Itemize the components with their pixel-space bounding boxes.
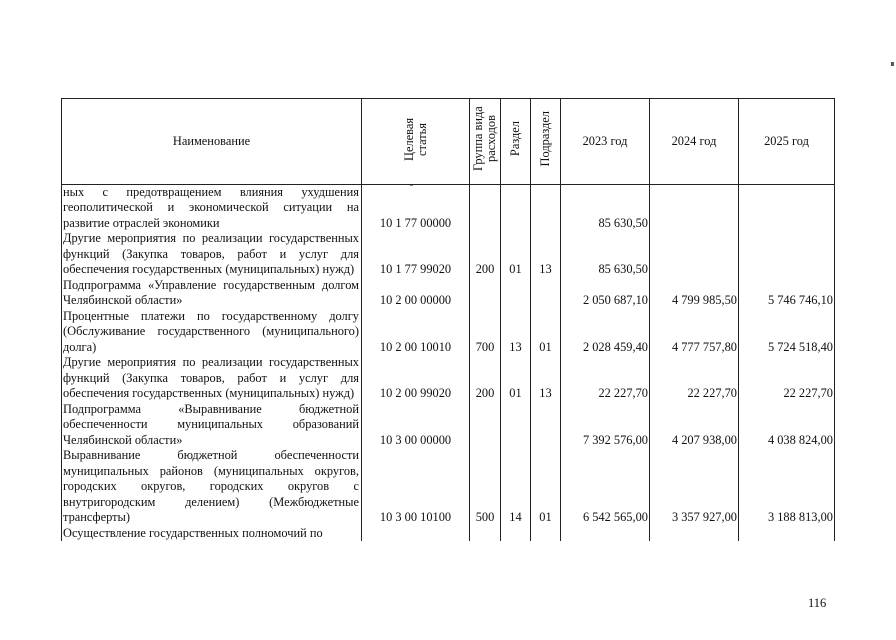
row-amount-2023 xyxy=(561,526,650,542)
row-subsection xyxy=(531,402,561,449)
table-row xyxy=(62,184,835,231)
row-amount-2023: 7 392 576,00 xyxy=(561,402,650,449)
row-amount-2024: 4 799 985,50 xyxy=(650,278,739,309)
row-subsection: 01 xyxy=(531,448,561,526)
row-amount-2025 xyxy=(739,231,835,278)
row-target-article: 10 1 77 00000 xyxy=(362,184,470,231)
table-body xyxy=(62,184,835,541)
row-amount-2024 xyxy=(650,231,739,278)
row-subsection xyxy=(531,184,561,231)
page-number: 116 xyxy=(808,596,827,610)
table-header-row xyxy=(62,99,835,185)
row-name: Выравнивание бюджетной обеспеченности муниципальных районов (муниципальных округов, городских округов, городских округов с внутригородским делением) (Межбюджетные трансферты) xyxy=(62,448,362,526)
row-amount-2025: 5 746 746,10 xyxy=(739,278,835,309)
row-amount-2025 xyxy=(739,184,835,231)
row-target-article: 10 3 00 00000 xyxy=(362,402,470,449)
row-expense-group: 700 xyxy=(470,309,501,356)
row-section: 14 xyxy=(501,448,531,526)
table-row xyxy=(62,309,835,356)
row-amount-2025: 22 227,70 xyxy=(739,355,835,402)
row-expense-group xyxy=(470,184,501,231)
row-section: 01 xyxy=(501,355,531,402)
table-row xyxy=(62,355,835,402)
row-subsection: 01 xyxy=(531,309,561,356)
row-amount-2023: 2 028 459,40 xyxy=(561,309,650,356)
row-amount-2024 xyxy=(650,526,739,542)
row-name: Другие мероприятия по реализации государственных функций (Закупка товаров, работ и услуг для обеспечения государственных (муниципальных) нужд) xyxy=(62,231,362,278)
header-2023: 2023 год xyxy=(561,99,650,185)
row-target-article: 10 2 00 10010 xyxy=(362,309,470,356)
row-section: 13 xyxy=(501,309,531,356)
row-name: Другие мероприятия по реализации государственных функций (Закупка товаров, работ и услуг для обеспечения государственных (муниципальных) нужд) xyxy=(62,355,362,402)
row-expense-group: 200 xyxy=(470,355,501,402)
row-target-article: 10 3 00 10100 xyxy=(362,448,470,526)
row-name: Подпрограмма «Управление государственным долгом Челябинской области» xyxy=(62,278,362,309)
scan-tick-mark xyxy=(410,185,413,186)
header-expense-group: Группа вида расходов xyxy=(470,99,501,185)
header-name: Наименование xyxy=(62,99,362,185)
table-row xyxy=(62,448,835,526)
header-subsection: Подраздел xyxy=(531,99,561,185)
row-section: 01 xyxy=(501,231,531,278)
scan-edge-mark xyxy=(891,62,894,66)
row-section xyxy=(501,526,531,542)
row-expense-group: 200 xyxy=(470,231,501,278)
row-section xyxy=(501,184,531,231)
row-amount-2023: 85 630,50 xyxy=(561,231,650,278)
row-subsection: 13 xyxy=(531,355,561,402)
table-row xyxy=(62,526,835,542)
row-expense-group: 500 xyxy=(470,448,501,526)
row-expense-group xyxy=(470,526,501,542)
row-amount-2025: 5 724 518,40 xyxy=(739,309,835,356)
row-amount-2025: 3 188 813,00 xyxy=(739,448,835,526)
row-expense-group xyxy=(470,402,501,449)
row-target-article: 10 2 00 99020 xyxy=(362,355,470,402)
row-amount-2023: 85 630,50 xyxy=(561,184,650,231)
row-amount-2024: 4 207 938,00 xyxy=(650,402,739,449)
budget-table xyxy=(61,98,835,541)
row-amount-2025: 4 038 824,00 xyxy=(739,402,835,449)
row-amount-2023: 2 050 687,10 xyxy=(561,278,650,309)
row-subsection xyxy=(531,526,561,542)
row-amount-2023: 22 227,70 xyxy=(561,355,650,402)
row-section xyxy=(501,278,531,309)
row-amount-2024 xyxy=(650,184,739,231)
row-amount-2024: 22 227,70 xyxy=(650,355,739,402)
row-target-article: 10 1 77 99020 xyxy=(362,231,470,278)
header-section: Раздел xyxy=(501,99,531,185)
row-name: Процентные платежи по государственному долгу (Обслуживание государственного (муниципального) долга) xyxy=(62,309,362,356)
row-amount-2024: 3 357 927,00 xyxy=(650,448,739,526)
header-2025: 2025 год xyxy=(739,99,835,185)
table-row xyxy=(62,402,835,449)
row-target-article: 10 2 00 00000 xyxy=(362,278,470,309)
row-target-article xyxy=(362,526,470,542)
row-name: Подпрограмма «Выравнивание бюджетной обеспеченности муниципальных образований Челябинской области» xyxy=(62,402,362,449)
row-expense-group xyxy=(470,278,501,309)
table-row xyxy=(62,231,835,278)
table-row xyxy=(62,278,835,309)
row-name: ных с предотвращением влияния ухудшения геополитической и экономической ситуации на развитие отраслей экономики xyxy=(62,184,362,231)
row-subsection xyxy=(531,278,561,309)
row-subsection: 13 xyxy=(531,231,561,278)
header-target-article: Целевая статья xyxy=(362,99,470,185)
row-section xyxy=(501,402,531,449)
row-amount-2023: 6 542 565,00 xyxy=(561,448,650,526)
header-2024: 2024 год xyxy=(650,99,739,185)
row-amount-2024: 4 777 757,80 xyxy=(650,309,739,356)
row-name: Осуществление государственных полномочий по xyxy=(62,526,362,542)
row-amount-2025 xyxy=(739,526,835,542)
